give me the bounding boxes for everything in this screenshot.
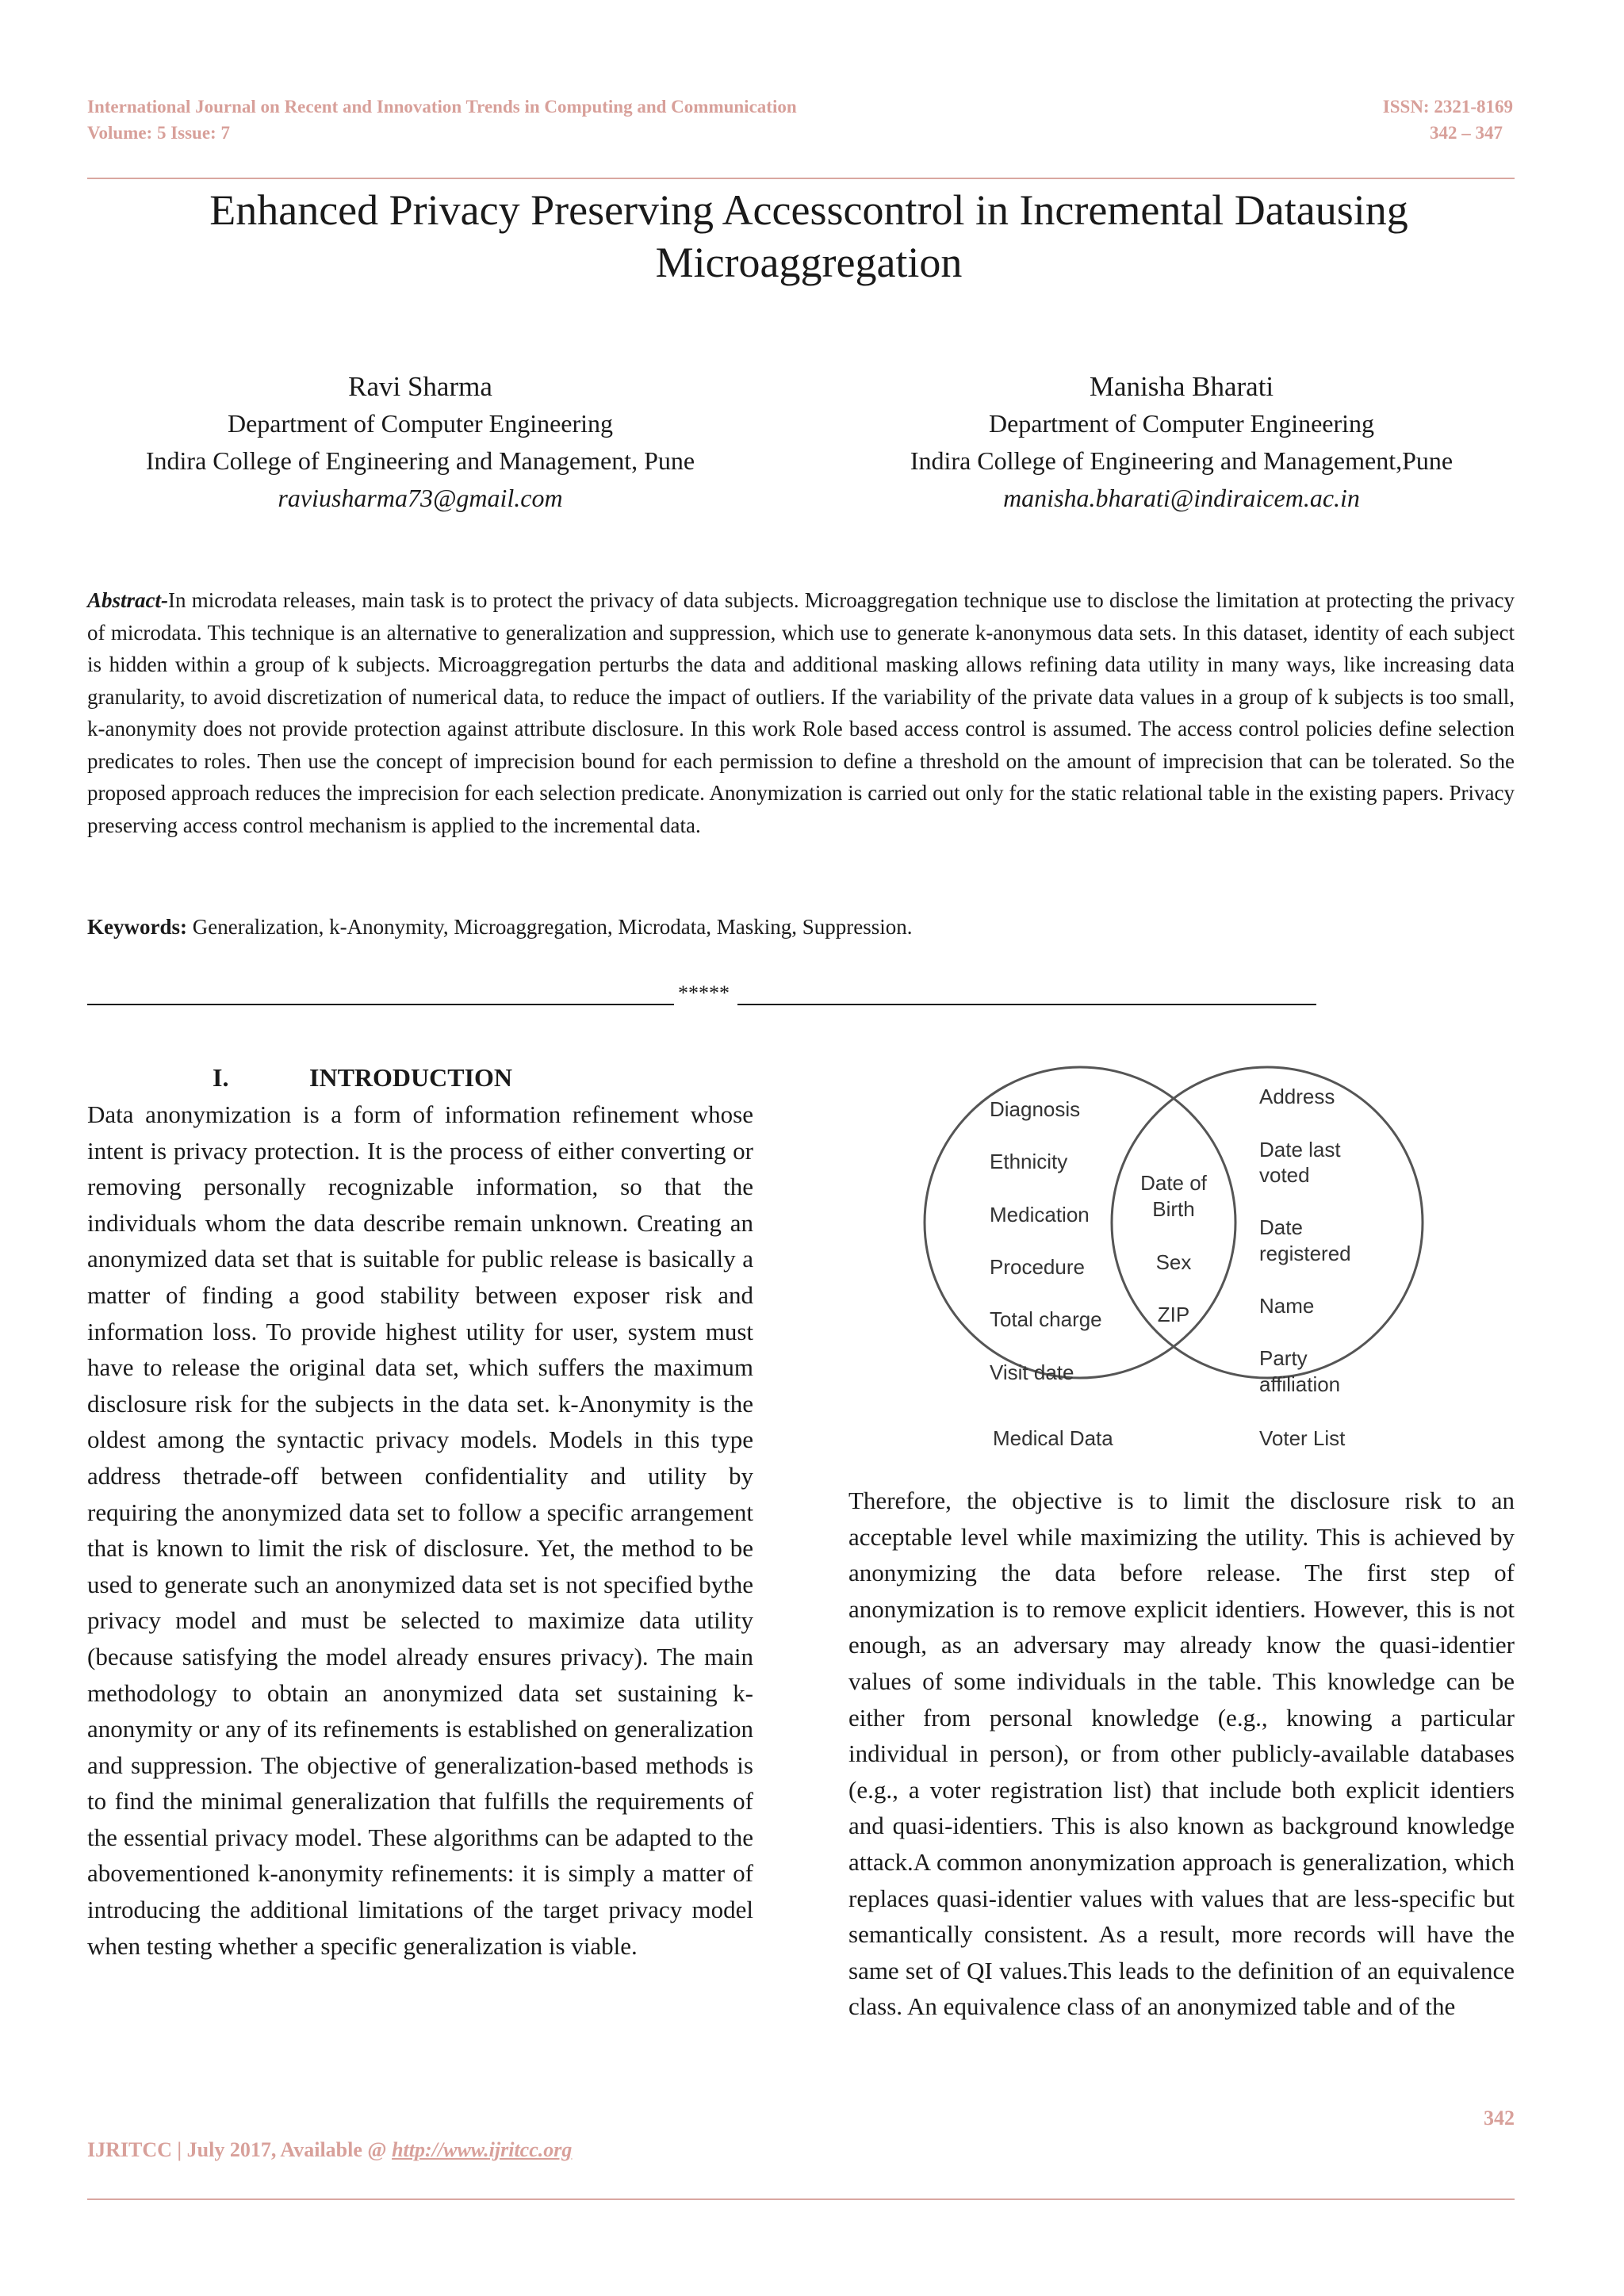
separator-line-right (737, 1004, 1316, 1005)
section-title: INTRODUCTION (309, 1063, 513, 1092)
venn-center-item: Birth (1152, 1197, 1195, 1221)
venn-right-item: Party (1259, 1346, 1308, 1370)
venn-right-item: Address (1259, 1085, 1335, 1108)
venn-left-label: Medical Data (993, 1426, 1113, 1450)
author-block-1 (63, 368, 777, 517)
venn-center-item: ZIP (1157, 1303, 1190, 1326)
keywords-text: Generalization, k-Anonymity, Microaggregation, Microdata, Masking, Suppression. (192, 915, 913, 939)
keywords (87, 911, 1515, 943)
venn-left-item: Diagnosis (990, 1097, 1081, 1121)
venn-diagram (904, 1062, 1475, 1459)
venn-right-label: Voter List (1259, 1426, 1346, 1450)
journal-name: International Journal on Recent and Innovation Trends in Computing and Communication (87, 97, 797, 117)
author-block-2 (825, 368, 1538, 517)
journal-volume: Volume: 5 Issue: 7 (87, 123, 230, 143)
separator-line-left (87, 1004, 674, 1005)
venn-svg (904, 1062, 1475, 1459)
journal-issn: ISSN: 2321-8169 (1382, 97, 1513, 117)
venn-center-item: Date of (1140, 1171, 1207, 1195)
abstract-label: Abstract- (87, 588, 169, 612)
abstract (87, 584, 1515, 841)
venn-left-item: Procedure (990, 1255, 1085, 1279)
venn-right-item: voted (1259, 1163, 1310, 1187)
author-institution: Indira College of Engineering and Management,Pune (910, 446, 1454, 475)
footer (87, 2138, 572, 2162)
section-number: I. (213, 1063, 229, 1092)
venn-right-item: Date (1259, 1215, 1303, 1239)
paper-title: Enhanced Privacy Preserving Accesscontrol in Incremental Datausing Microaggregation (209, 186, 1408, 286)
author-name: Ravi Sharma (348, 371, 492, 402)
author-email: raviusharma73@gmail.com (278, 484, 563, 512)
venn-left-item: Ethnicity (990, 1150, 1068, 1173)
separator-stars: ***** (678, 982, 730, 1004)
section-separator (87, 982, 1316, 1005)
author-department: Department of Computer Engineering (227, 409, 614, 438)
journal-pages: 342 – 347 (1430, 123, 1503, 143)
footer-rule (87, 2198, 1515, 2200)
venn-right-item: affiliation (1259, 1372, 1341, 1396)
venn-left-item: Total charge (990, 1307, 1102, 1331)
footer-text: IJRITCC | July 2017, Available @ (87, 2138, 393, 2161)
venn-center-item: Sex (1155, 1250, 1192, 1274)
header-rule (87, 178, 1515, 179)
abstract-text: In microdata releases, main task is to protect the privacy of data subjects. Microaggregation technique use to disclose the limitation at protecting the privacy of microdata. This technique is an alternative to generalization and suppression, which use to generate k-anonymous data sets. In this dataset, identity of each subject is hidden within a group of k subjects. Microaggregation perturbs the data and additional masking allows refining data utility in many ways, like increasing data granularity, to avoid discretization of numerical data, to reduce the impact of outliers. If the variability of the private data values in a group of k subjects is too small, k-anonymity does not provide protection against attribute disclosure. In this work Role based access control is assumed. The access control policies define selection predicates to roles. Then use the concept of imprecision bound for each permission to define a threshold on the amount of imprecision that can be tolerated. So the proposed approach reduces the imprecision for each selection predicate. Anonymization is carried out only for the static relational table in the existing papers. Privacy preserving access control mechanism is applied to the incremental data. (87, 588, 1515, 837)
venn-right-item: Name (1259, 1294, 1315, 1318)
author-department: Department of Computer Engineering (988, 409, 1375, 438)
author-email: manisha.bharati@indiraicem.ac.in (1003, 484, 1360, 512)
venn-right-item: Date last (1259, 1138, 1341, 1161)
author-institution: Indira College of Engineering and Management, Pune (145, 446, 695, 475)
intro-right-column: Therefore, the objective is to limit the disclosure risk to an acceptable level while maximizing the utility. This is achieved by anonymizing the data before release. The first step of anonymization is to remove explicit identiers. However, this is not enough, as an adversary may already know the quasi-identier values of some individuals in the table. This knowledge can be either from personal knowledge (e.g., knowing a particular individual in person), or from other publicly-available databases (e.g., a voter registration list) that include both explicit identiers and quasi-identiers. This is also known as background knowledge attack.A common anonymization approach is generalization, which replaces quasi-identier values with values that are less-specific but semantically consistent. As a result, more records will have the same set of QI values.This leads to the definition of an equivalence class. An equivalence class of an anonymized table and of the (848, 1487, 1515, 2021)
keywords-label: Keywords: (87, 915, 187, 939)
author-name: Manisha Bharati (1089, 371, 1274, 402)
page-number: 342 (1484, 2107, 1515, 2130)
footer-link[interactable]: http://www.ijritcc.org (392, 2138, 573, 2161)
venn-left-item: Visit date (990, 1360, 1074, 1384)
intro-left-column: Data anonymization is a form of information refinement whose intent is privacy protection. It is the process of either converting or removing personally recognizable information, so that the individuals whom the data describe remain unknown. Creating an anonymized data set that is suitable for public release is basically a matter of finding a good stability between exposer risk and information loss. To provide highest utility for user, system must have to release the original data set, which suffers the maximum disclosure risk for the subjects in the data set. k-Anonymity is the oldest among the syntactic privacy models. Models in this type address thetrade-off between confidentiality and utility by requiring the anonymized data set to follow a specific arrangement that is known to limit the risk of disclosure. Yet, the method to be used to generate such an anonymized data set is not specified bythe privacy model and must be selected to maximize data utility (because satisfying the model already ensures privacy). The main methodology to obtain an anonymized data set sustaining k-anonymity or any of its refinements is established on generalization and suppression. The objective of generalization-based methods is to find the minimal generalization that fulfills the requirements of the essential privacy model. These algorithms can be adapted to the abovementioned k-anonymity refinements: it is simply a matter of introducing the additional limitations of the target privacy model when testing whether a specific generalization is viable. (87, 1100, 753, 1960)
venn-right-item: registered (1259, 1242, 1351, 1265)
venn-left-item: Medication (990, 1203, 1090, 1226)
